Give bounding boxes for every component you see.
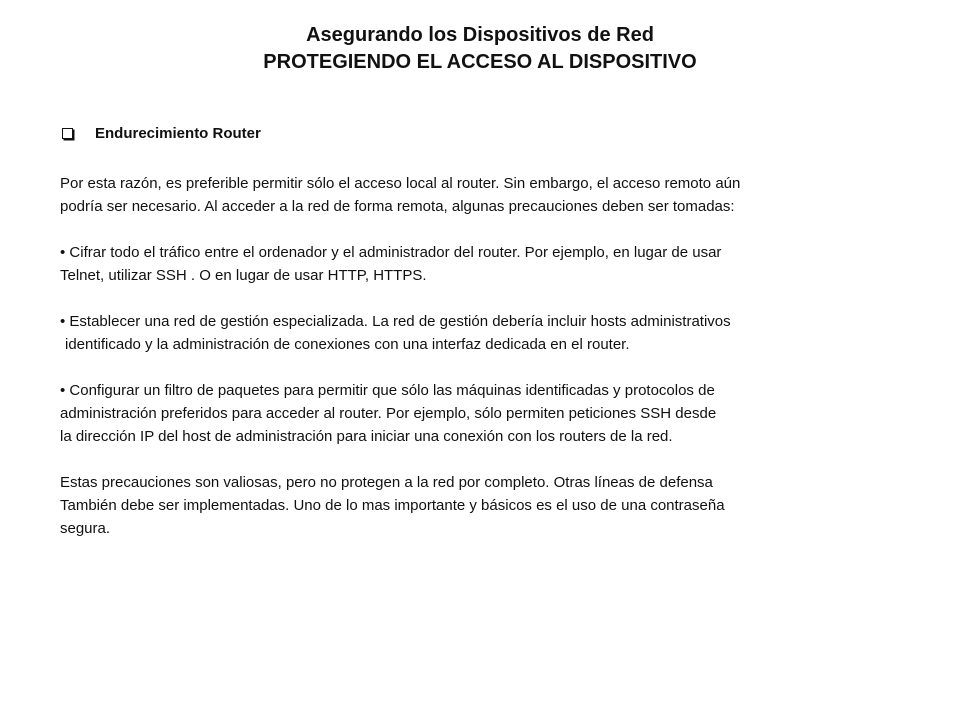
square-bullet-icon bbox=[62, 128, 73, 139]
paragraph-bullet-encrypt bbox=[60, 241, 900, 287]
paragraph-line: Por esta razón, es preferible permitir sólo el acceso local al router. Sin embargo, el acceso remoto aún bbox=[60, 175, 741, 192]
paragraph-line: identificado y la administración de conexiones con una interfaz dedicada en el router. bbox=[65, 336, 630, 353]
paragraph-line: administración preferidos para acceder al router. Por ejemplo, sólo permiten peticiones SSH desde bbox=[60, 405, 717, 422]
section-heading bbox=[60, 125, 261, 142]
paragraph-bullet-management-network bbox=[60, 310, 900, 356]
paragraph-line: podría ser necesario. Al acceder a la red de forma remota, algunas precauciones deben ser tomadas: bbox=[60, 198, 735, 215]
paragraph-intro bbox=[60, 172, 900, 218]
paragraph-line: la dirección IP del host de administración para iniciar una conexión con los routers de la red. bbox=[60, 428, 673, 445]
slide-title: Asegurando los Dispositivos de Red bbox=[306, 24, 654, 46]
body-text bbox=[60, 172, 900, 563]
slide-subtitle: PROTEGIENDO EL ACCESO AL DISPOSITIVO bbox=[263, 51, 697, 73]
paragraph-line: También debe ser implementadas. Uno de lo mas importante y básicos es el uso de una contraseña bbox=[60, 497, 725, 514]
paragraph-line: segura. bbox=[60, 520, 111, 537]
slide-title-block bbox=[60, 22, 900, 76]
paragraph-line: • Establecer una red de gestión especializada. La red de gestión debería incluir hosts administrativos bbox=[60, 313, 731, 330]
paragraph-line: • Cifrar todo el tráfico entre el ordenador y el administrador del router. Por ejemplo, en lugar de usar bbox=[60, 244, 722, 261]
paragraph-conclusion bbox=[60, 471, 900, 540]
paragraph-line: • Configurar un filtro de paquetes para permitir que sólo las máquinas identificadas y protocolos de bbox=[60, 382, 715, 399]
paragraph-line: Estas precauciones son valiosas, pero no protegen a la red por completo. Otras líneas de defensa bbox=[60, 474, 713, 491]
paragraph-bullet-packet-filter bbox=[60, 379, 900, 448]
paragraph-line: Telnet, utilizar SSH . O en lugar de usar HTTP, HTTPS. bbox=[60, 267, 427, 284]
section-heading-label: Endurecimiento Router bbox=[95, 125, 261, 142]
